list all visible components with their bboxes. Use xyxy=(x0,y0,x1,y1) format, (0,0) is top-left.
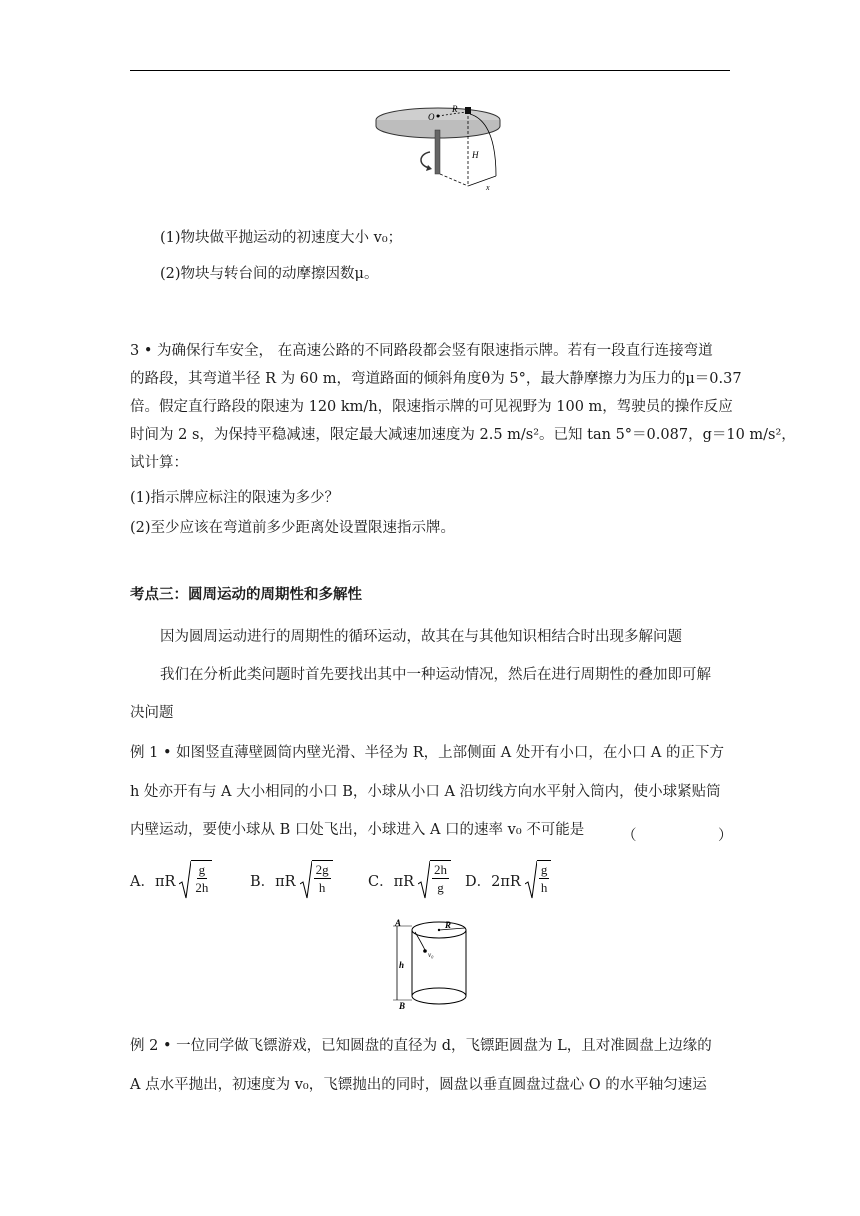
label-r: R xyxy=(452,104,458,114)
sqrt-sign xyxy=(300,860,333,900)
section-heading: 考点三：圆周运动的周期性和多解性 xyxy=(130,586,362,603)
option-a-num: g xyxy=(198,862,206,877)
option-d-num: g xyxy=(540,862,548,877)
section-para2b: 决问题 xyxy=(130,705,174,721)
label-b: B xyxy=(399,1001,406,1011)
example1-line2: h 处亦开有与 A 大小相同的小口 B，小球从小口 A 沿切线方向水平射入筒内，使小球紧贴筒 xyxy=(130,784,721,800)
example1-line3: 内壁运动，要使小球从 B 口处飞出，小球进入 A 口的速率 v₀ 不可能是 xyxy=(130,822,585,838)
q2-part2: (2)物块与转台间的动摩擦因数μ。 xyxy=(160,266,379,282)
option-c-den: g xyxy=(437,880,444,895)
sqrt-sign xyxy=(179,860,212,900)
option-b-den: h xyxy=(318,880,326,895)
sqrt-sign xyxy=(418,860,451,900)
option-b-num: 2g xyxy=(315,862,329,877)
q3-sub2: (2)至少应该在弯道前多少距离处设置限速指示牌。 xyxy=(130,520,456,536)
option-a-label: A．πR xyxy=(130,873,176,890)
q3-line1: 3 • 为确保行车安全， 在高速公路的不同路段都会竖有限速指示牌。若有一段直行连接弯道 xyxy=(130,343,713,359)
example2-line2: A 点水平抛出，初速度为 v₀，飞镖抛出的同时，圆盘以垂直圆盘过盘心 O 的水平轴匀速运 xyxy=(130,1077,707,1093)
label-h: h xyxy=(399,960,405,970)
section-para1: 因为圆周运动进行的周期性的循环运动，故其在与其他知识相结合时出现多解问题 xyxy=(160,629,682,645)
option-d xyxy=(465,860,551,900)
q2-part1: (1)物块做平抛运动的初速度大小 v₀； xyxy=(160,230,403,246)
option-b xyxy=(250,860,333,900)
option-a xyxy=(130,860,212,900)
option-a-den: 2h xyxy=(195,880,209,895)
q3-line2: 的路段，其弯道半径 R 为 60 m，弯道路面的倾斜角度θ为 5°，最大静摩擦力为压力的μ＝0.37 xyxy=(130,371,742,387)
sqrt-sign xyxy=(525,860,552,900)
answer-paren-open: （ xyxy=(622,828,637,844)
label-r: R xyxy=(445,920,452,930)
label-o: O xyxy=(428,112,435,122)
option-d-label: D．2πR xyxy=(465,873,521,890)
example1-line1: 例 1 • 如图竖直薄壁圆筒内壁光滑、半径为 R，上部侧面 A 处开有小口，在小口 A 的正下方 xyxy=(130,745,725,761)
example2-line1: 例 2 • 一位同学做飞镖游戏，已知圆盘的直径为 d，飞镖距圆盘为 L，且对准圆盘上边缘的 xyxy=(130,1038,712,1054)
option-d-den: h xyxy=(540,880,548,895)
turntable-figure xyxy=(372,94,512,194)
q3-line5: 试计算： xyxy=(130,455,188,471)
option-c-num: 2h xyxy=(434,862,448,877)
label-x: x xyxy=(486,183,490,192)
q3-sub1: (1)指示牌应标注的限速为多少？ xyxy=(130,490,340,506)
answer-paren-close: ） xyxy=(718,828,733,844)
option-c-label: C．πR xyxy=(368,873,415,890)
q3-line3: 倍。假定直行路段的限速为 120 km/h，限速指示牌的可见视野为 100 m，驾驶员的操作反应 xyxy=(130,399,733,415)
label-a: A xyxy=(395,918,402,928)
q3-line4: 时间为 2 s，为保持平稳减速，限定最大减速加速度为 2.5 m/s²。已知 tan 5°＝0.087，g＝10 m/s²， xyxy=(130,427,796,443)
option-c xyxy=(368,860,451,900)
header-rule xyxy=(130,70,730,71)
cylinder-figure xyxy=(385,916,475,1012)
label-h: H xyxy=(472,150,479,160)
section-para2a: 我们在分析此类问题时首先要找出其中一种运动情况，然后在进行周期性的叠加即可解 xyxy=(160,667,711,683)
label-v0: v₀ xyxy=(428,951,434,959)
option-b-label: B．πR xyxy=(250,873,296,890)
